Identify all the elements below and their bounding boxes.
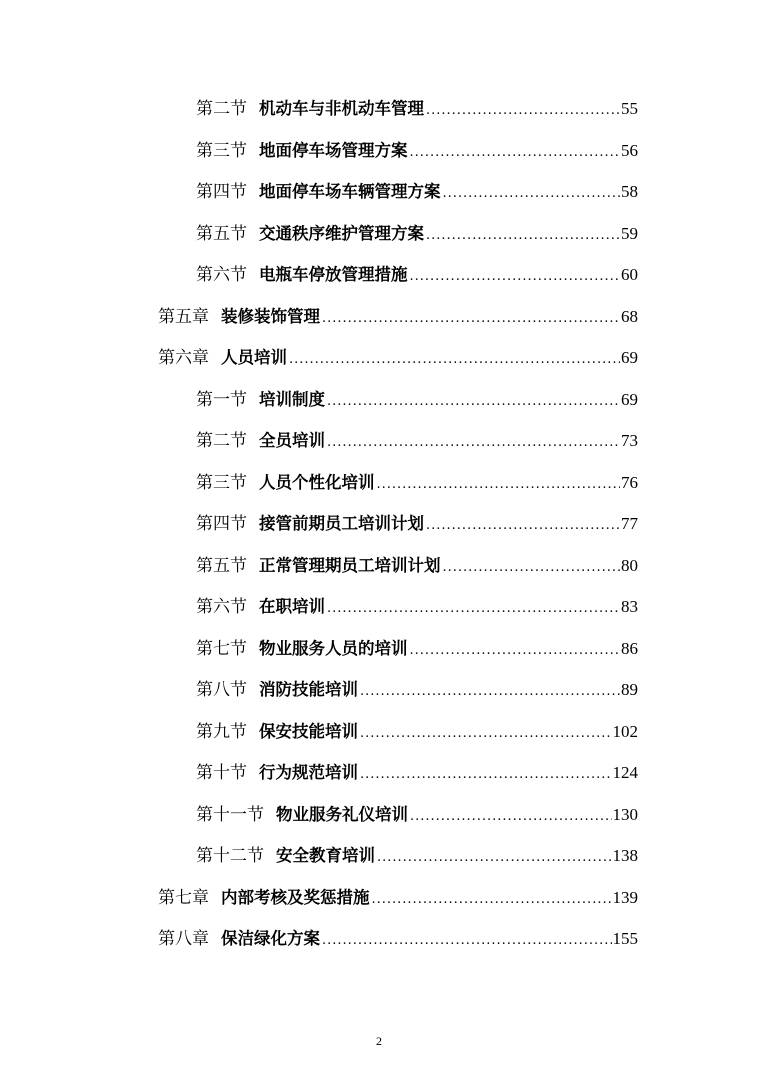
toc-dot-leader [426, 514, 620, 538]
toc-dot-leader [327, 431, 620, 455]
toc-entry-page: 69 [621, 390, 638, 409]
toc-entry-page: 80 [621, 556, 638, 575]
toc-entry-title: 装修装饰管理 [221, 307, 320, 326]
toc-entry-title: 机动车与非机动车管理 [259, 99, 424, 118]
toc-entry-label: 第六节 [196, 265, 247, 285]
toc-dot-leader [426, 224, 620, 248]
toc-entry-title: 人员个性化培训 [259, 473, 375, 492]
toc-entry-title: 消防技能培训 [259, 680, 358, 699]
toc-dot-leader [410, 141, 621, 165]
toc-entry-title: 接管前期员工培训计划 [259, 514, 424, 533]
toc-entry-title: 全员培训 [259, 431, 325, 450]
toc-entry-label: 第五节 [196, 224, 247, 244]
toc-entry-page: 58 [621, 182, 638, 201]
toc-entry-page: 102 [612, 722, 638, 741]
toc-entry-label: 第七节 [196, 639, 247, 659]
toc-entry[interactable] [196, 761, 638, 785]
toc-dot-leader [360, 722, 612, 746]
toc-entry-label: 第八节 [196, 680, 247, 700]
toc-entry-label: 第四节 [196, 182, 247, 202]
toc-entry-page: 59 [621, 224, 638, 243]
toc-dot-leader [410, 265, 621, 289]
toc-entry-title: 安全教育培训 [276, 846, 375, 865]
toc-dot-leader [372, 888, 612, 912]
toc-entry-label: 第八章 [158, 929, 209, 949]
toc-entry[interactable] [196, 637, 638, 661]
toc-entry-label: 第四节 [196, 514, 247, 534]
toc-entry-label: 第五章 [158, 307, 209, 327]
toc-entry-page: 77 [621, 514, 638, 533]
toc-entry[interactable] [196, 97, 638, 121]
toc-entry-label: 第十节 [196, 763, 247, 783]
toc-entry-page: 139 [612, 888, 638, 907]
toc-entry[interactable] [196, 844, 638, 868]
toc-entry-page: 124 [612, 763, 638, 782]
toc-entry-title: 人员培训 [221, 348, 287, 367]
toc-dot-leader [322, 307, 620, 331]
toc-entry-title: 电瓶车停放管理措施 [259, 265, 408, 284]
toc-entry-page: 83 [621, 597, 638, 616]
toc-entry-title: 地面停车场管理方案 [259, 141, 408, 160]
toc-entry[interactable] [196, 803, 638, 827]
toc-entry-page: 69 [621, 348, 638, 367]
toc-entry[interactable] [196, 263, 638, 287]
toc-entry[interactable] [158, 305, 638, 329]
toc-dot-leader [410, 805, 612, 829]
toc-entry[interactable] [196, 678, 638, 702]
toc-entry-page: 56 [621, 141, 638, 160]
toc-entry-title: 物业服务人员的培训 [259, 639, 408, 658]
toc-dot-leader [443, 182, 621, 206]
toc-entry-label: 第二节 [196, 99, 247, 119]
toc-entry-title: 在职培训 [259, 597, 325, 616]
toc-entry-page: 86 [621, 639, 638, 658]
toc-entry-title: 地面停车场车辆管理方案 [259, 182, 441, 201]
toc-entry[interactable] [158, 886, 638, 910]
toc-entry[interactable] [158, 927, 638, 951]
toc-dot-leader [322, 929, 612, 953]
toc-entry-page: 60 [621, 265, 638, 284]
toc-entry-title: 交通秩序维护管理方案 [259, 224, 424, 243]
toc-entry[interactable] [196, 222, 638, 246]
toc-entry-page: 130 [612, 805, 638, 824]
toc-entry-title: 正常管理期员工培训计划 [259, 556, 441, 575]
toc-dot-leader [377, 473, 621, 497]
toc-entry[interactable] [158, 346, 638, 370]
toc-dot-leader [426, 99, 620, 123]
toc-entry-title: 保安技能培训 [259, 722, 358, 741]
toc-entry-label: 第六章 [158, 348, 209, 368]
toc-entry-label: 第三节 [196, 473, 247, 493]
toc-entry-page: 89 [621, 680, 638, 699]
toc-entry-label: 第九节 [196, 722, 247, 742]
toc-entry-label: 第三节 [196, 141, 247, 161]
toc-entry[interactable] [196, 554, 638, 578]
toc-entry-label: 第一节 [196, 390, 247, 410]
toc-entry[interactable] [196, 471, 638, 495]
toc-entry[interactable] [196, 720, 638, 744]
toc-entry[interactable] [196, 512, 638, 536]
page-number: 2 [376, 1034, 382, 1048]
toc-entry[interactable] [196, 388, 638, 412]
toc-dot-leader [327, 597, 620, 621]
toc-dot-leader [410, 639, 621, 663]
toc-entry-title: 行为规范培训 [259, 763, 358, 782]
toc-entry-label: 第十二节 [196, 846, 264, 866]
toc-dot-leader [360, 680, 620, 704]
toc-entry-page: 68 [621, 307, 638, 326]
toc-entry-title: 培训制度 [259, 390, 325, 409]
toc-entry[interactable] [196, 595, 638, 619]
toc-entry-page: 55 [621, 99, 638, 118]
toc-entry-label: 第六节 [196, 597, 247, 617]
toc-entry-page: 76 [621, 473, 638, 492]
toc-dot-leader [289, 348, 620, 372]
toc-dot-leader [360, 763, 612, 787]
toc-dot-leader [377, 846, 612, 870]
toc-dot-leader [443, 556, 621, 580]
toc-entry-label: 第五节 [196, 556, 247, 576]
toc-entry-title: 内部考核及奖惩措施 [221, 888, 370, 907]
toc-entry-page: 155 [612, 929, 638, 948]
toc-dot-leader [327, 390, 620, 414]
toc-entry-label: 第二节 [196, 431, 247, 451]
toc-entry-page: 138 [612, 846, 638, 865]
toc-entry[interactable] [196, 429, 638, 453]
toc-entry-title: 保洁绿化方案 [221, 929, 320, 948]
toc-entry[interactable] [196, 180, 638, 204]
toc-entry-title: 物业服务礼仪培训 [276, 805, 408, 824]
toc-entry-label: 第十一节 [196, 805, 264, 825]
toc-entry-page: 73 [621, 431, 638, 450]
toc-entry-label: 第七章 [158, 888, 209, 908]
toc-entry[interactable] [196, 139, 638, 163]
